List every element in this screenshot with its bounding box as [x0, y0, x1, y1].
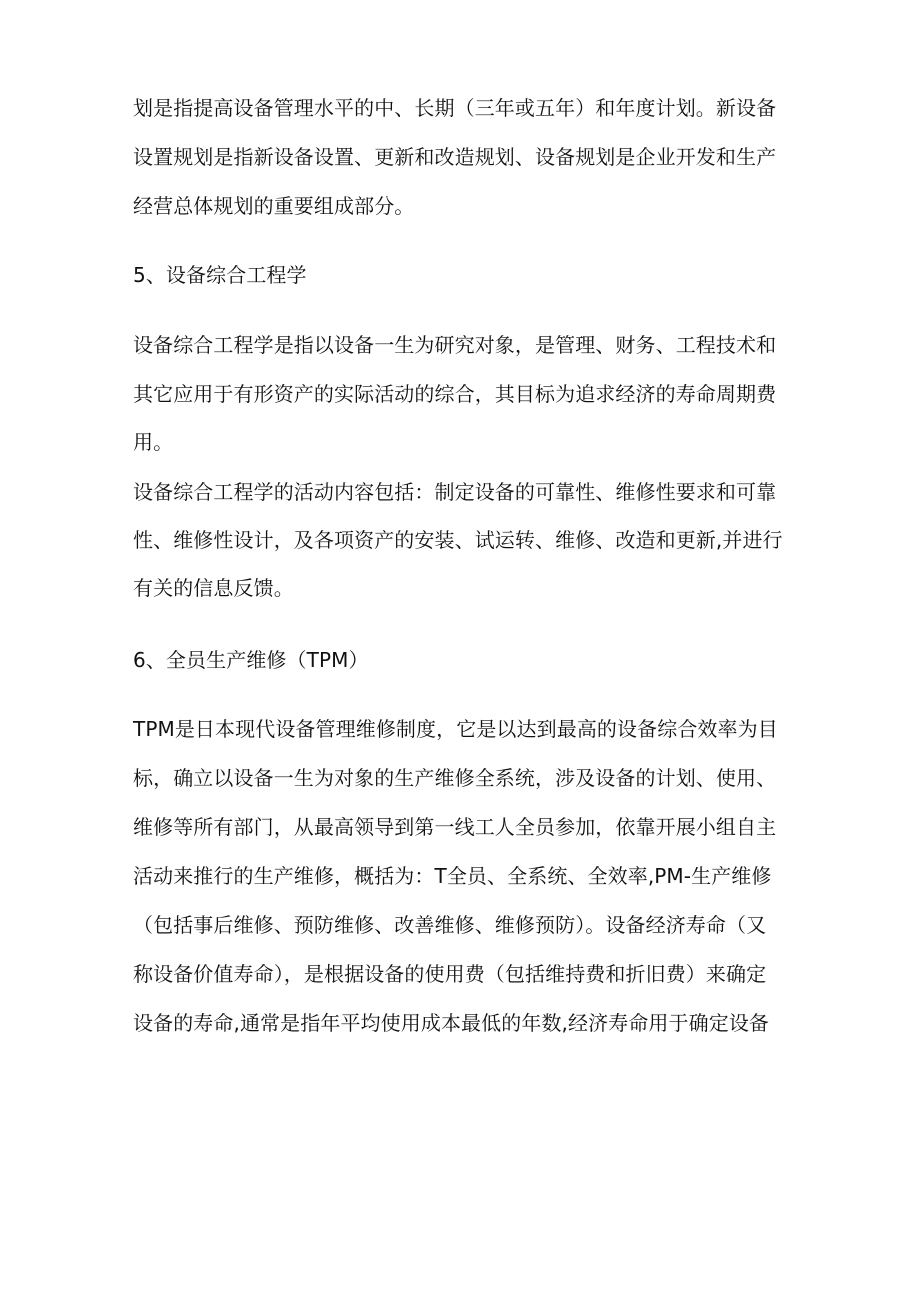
text-line: 设置规划是指新设备设置、更新和改造规划、设备规划是企业开发和生产: [133, 145, 777, 169]
text-line: 有关的信息反馈。: [133, 576, 294, 600]
text-line: 维修等所有部门，从最高领导到第一线工人全员参加，依靠开展小组自主: [133, 815, 777, 839]
section-heading-5: 5、设备综合工程学: [133, 263, 307, 287]
text-line: 设备的寿命,通常是指年平均使用成本最低的年数,经济寿命用于确定设备: [133, 1011, 770, 1035]
text-line: 性、维修性设计，及各项资产的安装、试运转、维修、改造和更新,并进行: [133, 528, 783, 552]
text-line: 设备综合工程学的活动内容包括：制定设备的可靠性、维修性要求和可靠: [133, 480, 777, 504]
text-line: 其它应用于有形资产的实际活动的综合，其目标为追求经济的寿命周期费: [133, 382, 777, 406]
text-line: 活动来推行的生产维修，概括为：T全员、全系统、全效率,PM-生产维修: [133, 864, 772, 888]
text-line: 标，确立以设备一生为对象的生产维修全系统，涉及设备的计划、使用、: [133, 766, 777, 790]
text-line: TPM是日本现代设备管理维修制度，它是以达到最高的设备综合效率为目: [133, 717, 778, 741]
text-line: 划是指提高设备管理水平的中、长期（三年或五年）和年度计划。新设备: [133, 96, 777, 120]
text-line: 用。: [133, 430, 174, 454]
text-line: （包括事后维修、预防维修、改善维修、维修预防）。设备经济寿命（又: [133, 913, 767, 937]
text-line: 经营总体规划的重要组成部分。: [133, 194, 415, 218]
text-line: 设备综合工程学是指以设备一生为研究对象，是管理、财务、工程技术和: [133, 333, 777, 357]
text-line: 称设备价值寿命），是根据设备的使用费（包括维持费和折旧费）来确定: [133, 962, 767, 986]
section-heading-6: 6、全员生产维修（TPM）: [133, 648, 369, 672]
